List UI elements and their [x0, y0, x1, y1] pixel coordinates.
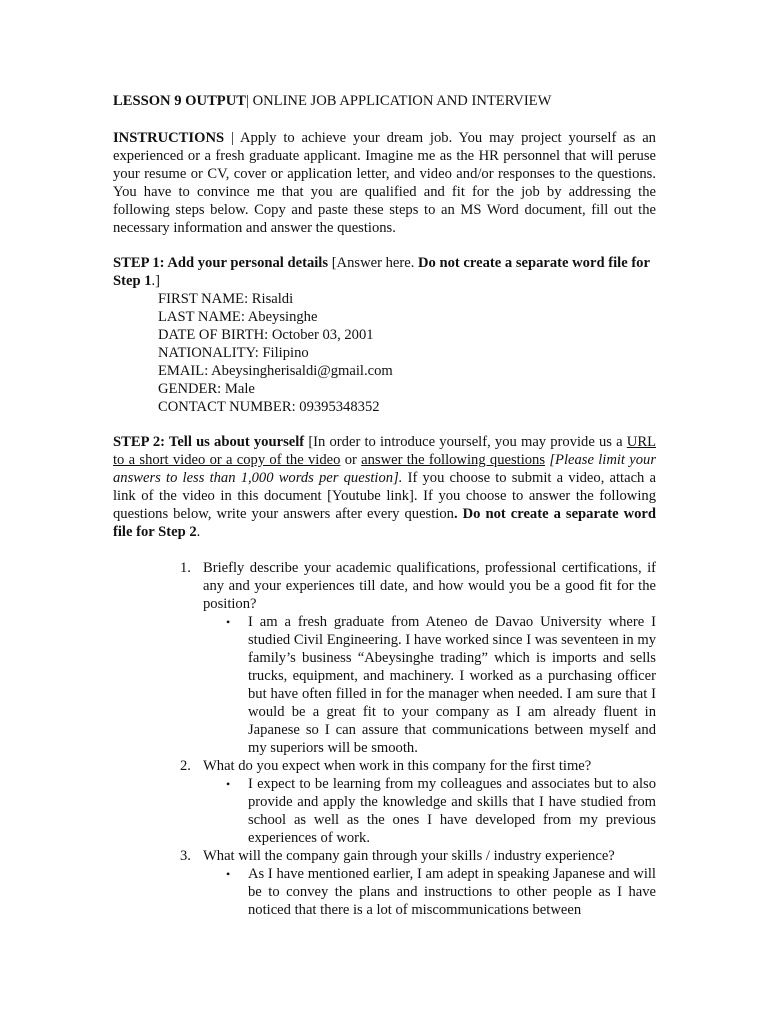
detail-nationality: NATIONALITY: Filipino — [158, 345, 309, 361]
questions-list — [113, 559, 656, 919]
question-item — [113, 847, 656, 919]
answer-text: I am a fresh graduate from Ateneo de Davao University where I studied Civil Engineering. I have worked since I was seventeen in my family’s business “Abeysinghe trading” which is imports and sells trucks, equipment, and machinery. I worked as a purchasing officer but have often filled in for the manager when needed. I am sure that I would be a great fit to your company as I am already fluent in Japanese so I can assure that communications between myself and my superiors will be smooth. — [248, 614, 656, 756]
question-number: 3. — [180, 848, 191, 864]
step2-title: STEP 2: Tell us about yourself — [113, 434, 305, 450]
step1-note: Do not create a separate word file for Step 1 — [113, 255, 650, 289]
step1-heading — [113, 254, 656, 290]
step2-or: or — [340, 452, 362, 468]
question-number: 1. — [180, 560, 191, 576]
step2-video-option: URL to a short video or a copy of the video — [113, 434, 656, 468]
step2-intro: [In order to introduce yourself, you may provide us a — [304, 434, 627, 450]
instructions-label: INSTRUCTIONS — [113, 130, 225, 146]
detail-gender: GENDER: Male — [158, 381, 255, 397]
instructions-paragraph — [113, 129, 656, 237]
step2-paragraph — [113, 433, 656, 541]
step2-rest: If you choose to submit a video, attach a link of the video in this document [Youtube link]. If you choose to answer the following questions below, write your answers after every question — [113, 470, 657, 522]
answer-item — [203, 613, 656, 757]
personal-details-list — [158, 290, 656, 416]
detail-first-name: FIRST NAME: Risaldi — [158, 291, 294, 307]
question-text: What do you expect when work in this company for the first time? — [203, 758, 592, 774]
detail-contact-number: CONTACT NUMBER: 09395348352 — [158, 399, 380, 415]
step1-title: STEP 1: Add your personal details — [113, 255, 329, 271]
detail-email: EMAIL: Abeysingherisaldi@gmail.com — [158, 363, 393, 379]
step2-end: . — [196, 524, 201, 540]
answer-text: I expect to be learning from my colleagues and associates but to also provide and apply the knowledge and skills that I have studied from school as well as the ones I have developed from my previous experiences of work. — [248, 776, 656, 846]
title-subject: ONLINE JOB APPLICATION AND INTERVIEW — [252, 93, 552, 109]
bullet-icon: • — [226, 615, 231, 629]
answer-item — [203, 865, 656, 919]
question-text: Briefly describe your academic qualifications, professional certifications, if any and your experiences till date, and how would you be a good fit for the position? — [203, 560, 656, 612]
question-item — [113, 559, 656, 757]
step1-open: [Answer here. — [328, 255, 419, 271]
title-separator: | — [246, 93, 253, 109]
detail-date-of-birth: DATE OF BIRTH: October 03, 2001 — [158, 327, 374, 343]
step1-close: .] — [151, 273, 161, 289]
step2-word-limit-note: [Please limit your answers to less than 1,000 words per question]. — [113, 452, 656, 486]
bullet-icon: • — [226, 777, 231, 791]
answer-text: As I have mentioned earlier, I am adept in speaking Japanese and will be to convey the plans and instructions to other people as I have noticed that there is a lot of miscommunications between — [248, 866, 656, 918]
question-item — [113, 757, 656, 847]
answer-item — [203, 775, 656, 847]
bullet-icon: • — [226, 867, 231, 881]
instructions-text: Apply to achieve your dream job. You may project yourself as an experienced or a fresh graduate applicant. Imagine me as the HR personnel that will peruse your resume or CV, cover or application letter, and video and/or responses to the questions. You have to convince me that you are qualified and fit for the job by addressing the following steps below. Copy and paste these steps to an MS Word document, fill out the necessary information and answer the questions. — [113, 130, 656, 236]
step2-questions-option: answer the following questions — [361, 452, 546, 468]
title-lesson: LESSON 9 OUTPUT — [113, 93, 246, 109]
question-number: 2. — [180, 758, 191, 774]
step2-note: . Do not create a separate word file for Step 2 — [113, 506, 657, 540]
question-text: What will the company gain through your skills / industry experience? — [203, 848, 615, 864]
instructions-separator: | — [224, 130, 240, 146]
detail-last-name: LAST NAME: Abeysinghe — [158, 309, 318, 325]
document-page — [113, 92, 656, 919]
document-title — [113, 92, 656, 110]
